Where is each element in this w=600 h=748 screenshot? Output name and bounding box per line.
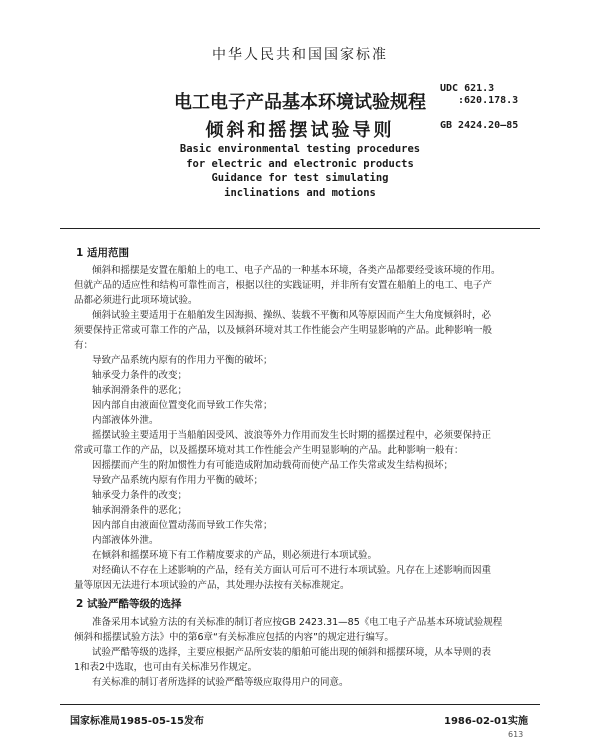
- effective-date: 1986-02-01实施: [444, 716, 528, 727]
- body-line: 轴承润滑条件的恶化；: [92, 505, 188, 516]
- body-line: 品都必须进行此项环境试验。: [74, 295, 198, 306]
- body-line: 倾斜和摇摆是安置在船舶上的电工、电子产品的一种基本环境，各类产品都要经受该环境的作用。: [92, 265, 501, 276]
- body-line: 常或可靠工作的产品，以及摇摆环境对其工作性能会产生明显影响的产品。此种影响一般有：: [74, 445, 464, 456]
- body-line: 内部液体外泄。: [92, 535, 159, 546]
- body-line: 有：: [74, 340, 94, 351]
- udc-code: UDC 621.3: [440, 83, 495, 94]
- body-line: 对经确认不存在上述影响的产品，经有关方面认可后可不进行本项试验。凡存在上述影响而因重: [92, 565, 492, 576]
- body-line: 轴承受力条件的改变；: [92, 370, 188, 381]
- section-1-body: [74, 263, 536, 593]
- section-2-body: [74, 615, 536, 690]
- issue-date: 国家标准局1985-05-15发布: [70, 716, 204, 727]
- title-cn-line2: 倾斜和摇摆试验导则: [205, 120, 395, 141]
- body-line: 倾斜和摇摆试验方法》中的第6章“有关标准应包括的内容”的规定进行编写。: [74, 632, 394, 643]
- title-en: [100, 142, 500, 200]
- body-line: 因摇摆而产生的附加惯性力有可能造成附加动载荷而使产品工作失常或发生结构损坏；: [92, 460, 454, 471]
- body-line: 轴承润滑条件的恶化；: [92, 385, 188, 396]
- title-en-line: inclinations and motions: [224, 186, 376, 199]
- body-line: 导致产品系统内原有作用力平衡的破坏；: [92, 475, 264, 486]
- body-line: 因内部自由液面位置动荡而导致工作失常；: [92, 520, 273, 531]
- title-en-line: Guidance for test simulating: [211, 172, 389, 184]
- section-2-heading: 2 试验严酷等级的选择: [76, 598, 182, 610]
- page-number: 613: [508, 730, 524, 739]
- body-line: 须要保持正常或可靠工作的产品，以及倾斜环境对其工作性能会产生明显影响的产品。此种影响一般: [74, 325, 493, 336]
- title-cn-line1: 电工电子产品基本环境试验规程: [174, 92, 426, 113]
- body-line: 倾斜试验主要适用于在船舶发生因海损、操纵、装载不平衡和风等原因而产生大角度倾斜时，必: [92, 310, 492, 321]
- gb-number: GB 2424.20—85: [440, 120, 519, 131]
- body-line: 准备采用本试验方法的有关标准的制订者应按GB 2423.31—85《电工电子产品基本环境试验规程: [92, 617, 503, 628]
- section-1-heading: 1 适用范围: [76, 247, 129, 259]
- footer-divider: [60, 704, 540, 705]
- udc-code-cont: :620.178.3: [458, 95, 519, 106]
- body-line: 试验严酷等级的选择，主要应根据产品所安装的船舶可能出现的倾斜和摇摆环境，从本导则的表: [92, 647, 492, 658]
- header-divider: [60, 228, 540, 229]
- title-en-line: for electric and electronic products: [186, 157, 414, 170]
- body-line: 因内部自由液面位置变化而导致工作失常；: [92, 400, 273, 411]
- body-line: 在倾斜和摇摆环境下有工作精度要求的产品，则必须进行本项试验。: [92, 550, 378, 561]
- title-en-line: Basic environmental testing procedures: [179, 143, 421, 155]
- body-line: 导致产品系统内原有的作用力平衡的破坏；: [92, 355, 273, 366]
- body-line: 内部液体外泄。: [92, 415, 159, 426]
- body-line: 摇摆试验主要适用于当船舶因受风、波浪等外力作用而发生长时期的摇摆过程中，必须要保持正: [92, 430, 492, 441]
- body-line: 轴承受力条件的改变；: [92, 490, 188, 501]
- body-line: 1和表2中选取，也可由有关标准另作规定。: [74, 662, 258, 673]
- body-line: 但就产品的适应性和结构可靠性而言，根据以往的实践证明，并非所有安置在船舶上的电工、电子产: [74, 280, 493, 291]
- standard-name: 中华人民共和国国家标准: [212, 47, 388, 63]
- body-line: 有关标准的制订者所选择的试验严酷等级应取得用户的同意。: [92, 677, 349, 688]
- body-line: 量等原因无法进行本项试验的产品，其处理办法按有关标准规定。: [74, 580, 350, 591]
